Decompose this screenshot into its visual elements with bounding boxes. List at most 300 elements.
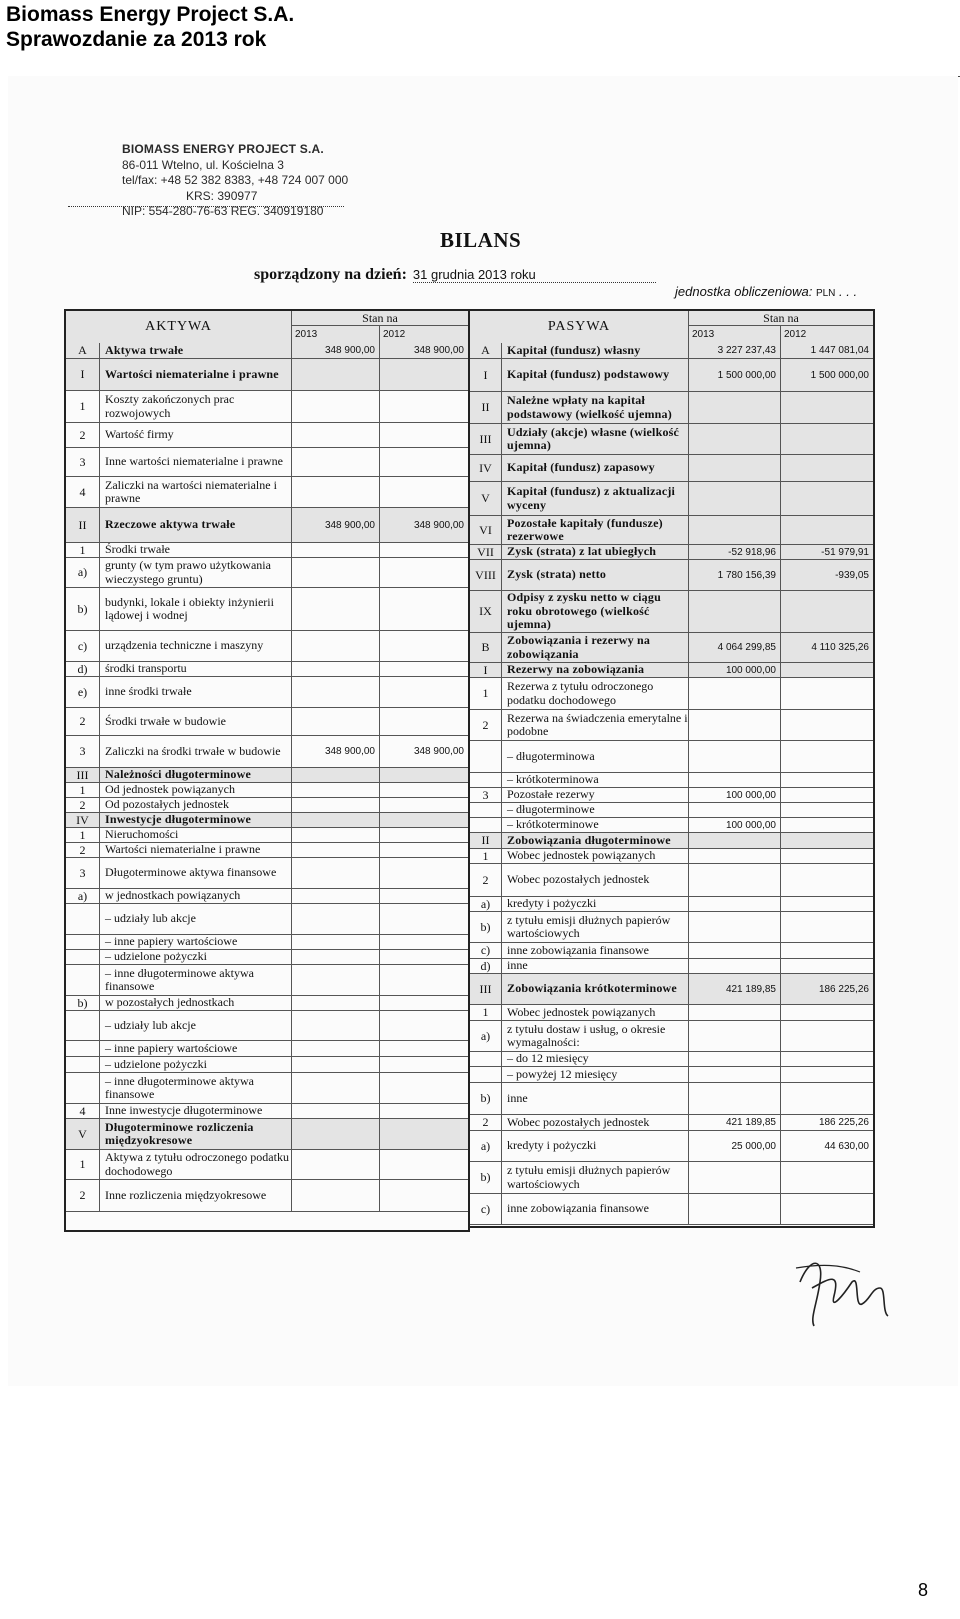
liabilities-row bbox=[470, 943, 873, 959]
row-label: Zysk (strata) netto bbox=[502, 560, 689, 590]
row-label: Zobowiązania i rezerwy na zobowiązania bbox=[502, 633, 689, 662]
row-code: III bbox=[66, 768, 100, 782]
row-value-2013 bbox=[292, 1057, 380, 1072]
liabilities-row bbox=[470, 1115, 873, 1131]
liabilities-row bbox=[470, 1052, 873, 1067]
row-value-2012 bbox=[781, 482, 873, 515]
liabilities-row bbox=[470, 773, 873, 788]
row-code: 1 bbox=[470, 849, 502, 863]
row-code: 3 bbox=[66, 448, 100, 476]
row-code: 3 bbox=[66, 858, 100, 888]
row-value-2012 bbox=[781, 912, 873, 942]
liabilities-header bbox=[470, 311, 873, 344]
liabilities-row bbox=[470, 1162, 873, 1194]
row-value-2012 bbox=[380, 828, 468, 842]
liabilities-row bbox=[470, 1021, 873, 1052]
row-label: inne bbox=[502, 959, 689, 973]
row-code: 2 bbox=[470, 710, 502, 740]
row-value-2012 bbox=[781, 1021, 873, 1051]
row-value-2013 bbox=[689, 897, 781, 911]
row-code: IV bbox=[66, 813, 100, 827]
assets-row bbox=[66, 798, 468, 813]
stamp-phone: tel/fax: +48 52 382 8383, +48 724 007 000 bbox=[122, 173, 349, 187]
row-label: inne środki trwałe bbox=[100, 677, 292, 707]
assets-row bbox=[66, 858, 468, 889]
liabilities-row bbox=[470, 591, 873, 633]
row-code: b) bbox=[470, 1083, 502, 1114]
assets-row bbox=[66, 391, 468, 423]
row-value-2013 bbox=[292, 1011, 380, 1040]
assets-row bbox=[66, 343, 468, 359]
row-label: Długoterminowe aktywa finansowe bbox=[100, 858, 292, 888]
liabilities-row bbox=[470, 864, 873, 897]
row-value-2012 bbox=[380, 1057, 468, 1072]
assets-row bbox=[66, 448, 468, 477]
row-value-2013: 348 900,00 bbox=[292, 343, 380, 358]
row-value-2012 bbox=[380, 448, 468, 476]
row-label: Należne wpłaty na kapitał podstawowy (wielkość ujemna) bbox=[502, 392, 689, 423]
row-value-2012 bbox=[781, 864, 873, 896]
liabilities-row bbox=[470, 818, 873, 833]
row-value-2013 bbox=[292, 828, 380, 842]
row-label: w pozostałych jednostkach bbox=[100, 996, 292, 1010]
liabilities-row bbox=[470, 392, 873, 424]
row-label: Zaliczki na wartości niematerialne i prawne bbox=[100, 477, 292, 507]
row-label: Wobec jednostek powiązanych bbox=[502, 1005, 689, 1020]
assets-row bbox=[66, 783, 468, 798]
row-label: Należności długoterminowe bbox=[100, 768, 292, 782]
row-value-2012 bbox=[380, 558, 468, 587]
row-value-2013 bbox=[292, 1073, 380, 1103]
row-label: Rzeczowe aktywa trwałe bbox=[100, 508, 292, 542]
row-value-2013: 348 900,00 bbox=[292, 508, 380, 542]
row-value-2012 bbox=[380, 904, 468, 934]
liabilities-row bbox=[470, 1131, 873, 1162]
row-code: V bbox=[470, 482, 502, 515]
row-code: 1 bbox=[66, 543, 100, 557]
row-label: Zaliczki na środki trwałe w budowie bbox=[100, 736, 292, 767]
assets-row bbox=[66, 1011, 468, 1041]
row-value-2012 bbox=[380, 1104, 468, 1118]
row-value-2012 bbox=[781, 392, 873, 423]
row-value-2012 bbox=[380, 662, 468, 676]
row-code: VIII bbox=[470, 560, 502, 590]
row-value-2013 bbox=[689, 678, 781, 709]
row-code: a) bbox=[66, 558, 100, 587]
row-value-2013 bbox=[292, 448, 380, 476]
row-value-2012: 44 630,00 bbox=[824, 1140, 869, 1152]
row-label: Od pozostałych jednostek bbox=[100, 798, 292, 812]
row-value-2013 bbox=[292, 558, 380, 587]
assets-row bbox=[66, 1057, 468, 1073]
liabilities-row bbox=[470, 663, 873, 678]
row-code bbox=[470, 1067, 502, 1082]
row-code bbox=[66, 1041, 100, 1056]
header-company: Biomass Energy Project S.A. bbox=[6, 3, 295, 26]
row-value-2013: 421 189,85 bbox=[689, 1115, 781, 1130]
row-value-2012 bbox=[380, 783, 468, 797]
row-code bbox=[470, 803, 502, 817]
row-value-2012: 1 500 000,00 bbox=[810, 369, 869, 381]
row-value-2013 bbox=[292, 588, 380, 630]
row-value-2013 bbox=[292, 359, 380, 390]
assets-row bbox=[66, 423, 468, 448]
row-value-2013 bbox=[292, 423, 380, 447]
assets-row bbox=[66, 1180, 468, 1212]
row-value-2013 bbox=[689, 833, 781, 848]
row-label: – inne długoterminowe aktywa finansowe bbox=[100, 965, 292, 995]
row-value-2013 bbox=[689, 741, 781, 772]
row-label: Udziały (akcje) własne (wielkość ujemna) bbox=[502, 424, 689, 454]
row-label: Pozostałe rezerwy bbox=[502, 788, 689, 802]
assets-row bbox=[66, 1073, 468, 1104]
row-code: a) bbox=[470, 1131, 502, 1161]
row-value-2012 bbox=[380, 1180, 468, 1211]
row-value-2012 bbox=[380, 708, 468, 735]
row-label: – inne długoterminowe aktywa finansowe bbox=[100, 1073, 292, 1103]
row-value-2012 bbox=[380, 423, 468, 447]
assets-year-2013: 2013 bbox=[292, 326, 380, 343]
assets-row bbox=[66, 843, 468, 858]
row-label: Środki trwałe bbox=[100, 543, 292, 557]
row-code bbox=[66, 935, 100, 949]
assets-row bbox=[66, 1150, 468, 1180]
row-value-2012 bbox=[781, 678, 873, 709]
liabilities-row bbox=[470, 974, 873, 1005]
liabilities-title: PASYWA bbox=[470, 311, 689, 343]
liabilities-row bbox=[470, 788, 873, 803]
assets-row bbox=[66, 965, 468, 996]
row-value-2012 bbox=[781, 710, 873, 740]
row-code: e) bbox=[66, 677, 100, 707]
row-value-2012 bbox=[380, 843, 468, 857]
row-value-2012 bbox=[380, 543, 468, 557]
row-value-2013 bbox=[689, 392, 781, 423]
row-code: IV bbox=[470, 455, 502, 481]
page-number: 8 bbox=[918, 1580, 929, 1600]
row-value-2013 bbox=[292, 843, 380, 857]
row-value-2013 bbox=[292, 813, 380, 827]
row-label: – do 12 miesięcy bbox=[502, 1052, 689, 1066]
assets-header bbox=[66, 311, 468, 344]
unit-value: PLN bbox=[815, 288, 836, 299]
assets-row bbox=[66, 359, 468, 391]
row-code: c) bbox=[470, 943, 502, 958]
liabilities-row bbox=[470, 710, 873, 741]
row-label: inne zobowiązania finansowe bbox=[502, 943, 689, 958]
row-value-2013: 1 500 000,00 bbox=[689, 359, 781, 391]
row-value-2012 bbox=[781, 424, 873, 454]
liabilities-row bbox=[470, 516, 873, 545]
row-value-2013 bbox=[689, 803, 781, 817]
liabilities-period: Stan na bbox=[689, 311, 873, 326]
row-label: Inne rozliczenia międzyokresowe bbox=[100, 1180, 292, 1211]
row-label: Zysk (strata) z lat ubiegłych bbox=[502, 545, 689, 559]
row-value-2013 bbox=[292, 904, 380, 934]
row-code: IX bbox=[470, 591, 502, 632]
row-code: 4 bbox=[66, 1104, 100, 1118]
row-value-2012 bbox=[380, 858, 468, 888]
row-label: – udziały lub akcje bbox=[100, 1011, 292, 1040]
row-label: Wobec pozostałych jednostek bbox=[502, 864, 689, 896]
row-value-2012 bbox=[380, 588, 468, 630]
row-value-2013 bbox=[292, 708, 380, 735]
assets-row bbox=[66, 813, 468, 828]
row-value-2012 bbox=[380, 391, 468, 422]
row-code: 4 bbox=[66, 477, 100, 507]
row-code: B bbox=[470, 633, 502, 662]
assets-row bbox=[66, 588, 468, 631]
row-value-2013 bbox=[292, 1041, 380, 1056]
row-code: I bbox=[470, 663, 502, 677]
liabilities-row bbox=[470, 959, 873, 974]
row-label: Od jednostek powiązanych bbox=[100, 783, 292, 797]
assets-row bbox=[66, 543, 468, 558]
liabilities-row bbox=[470, 1194, 873, 1225]
assets-title: AKTYWA bbox=[66, 311, 292, 343]
row-value-2013: -52 918,96 bbox=[689, 545, 781, 559]
row-code: c) bbox=[66, 631, 100, 661]
row-label: Wobec pozostałych jednostek bbox=[502, 1115, 689, 1130]
row-code: VI bbox=[470, 516, 502, 544]
row-value-2012 bbox=[781, 959, 873, 973]
row-value-2012 bbox=[380, 1150, 468, 1179]
row-value-2012 bbox=[781, 591, 873, 632]
row-label: Pozostałe kapitały (fundusze) rezerwowe bbox=[502, 516, 689, 544]
row-value-2013 bbox=[689, 864, 781, 896]
row-code bbox=[470, 818, 502, 832]
row-code: 2 bbox=[66, 843, 100, 857]
row-value-2013 bbox=[689, 1052, 781, 1066]
row-code: I bbox=[66, 359, 100, 390]
assets-row bbox=[66, 1041, 468, 1057]
row-label: urządzenia techniczne i maszyny bbox=[100, 631, 292, 661]
row-label: – powyżej 12 miesięcy bbox=[502, 1067, 689, 1082]
row-value-2013 bbox=[689, 912, 781, 942]
row-code bbox=[66, 1011, 100, 1040]
row-label: kredyty i pożyczki bbox=[502, 897, 689, 911]
row-value-2012: 348 900,00 bbox=[413, 345, 464, 356]
row-label: – udziały lub akcje bbox=[100, 904, 292, 934]
row-value-2012 bbox=[380, 935, 468, 949]
row-value-2012: -51 979,91 bbox=[821, 546, 869, 558]
row-value-2012 bbox=[380, 1073, 468, 1103]
row-code: b) bbox=[66, 996, 100, 1010]
row-code: III bbox=[470, 424, 502, 454]
row-code: 3 bbox=[470, 788, 502, 802]
liabilities-row bbox=[470, 1005, 873, 1021]
row-value-2013 bbox=[689, 1194, 781, 1224]
row-value-2012 bbox=[380, 768, 468, 782]
liabilities-row bbox=[470, 545, 873, 560]
liabilities-table bbox=[468, 309, 875, 1228]
row-label: inne zobowiązania finansowe bbox=[502, 1194, 689, 1224]
row-label: Środki trwałe w budowie bbox=[100, 708, 292, 735]
liabilities-row bbox=[470, 678, 873, 710]
row-label: – inne papiery wartościowe bbox=[100, 935, 292, 949]
row-value-2013 bbox=[689, 482, 781, 515]
row-value-2012 bbox=[781, 943, 873, 958]
liabilities-row bbox=[470, 343, 873, 359]
row-code bbox=[66, 1073, 100, 1103]
assets-row bbox=[66, 558, 468, 588]
assets-row bbox=[66, 889, 468, 904]
row-label: kredyty i pożyczki bbox=[502, 1131, 689, 1161]
row-label: – inne papiery wartościowe bbox=[100, 1041, 292, 1056]
row-label: Wartość firmy bbox=[100, 423, 292, 447]
row-label: z tytułu dostaw i usług, o okresie wymagalności: bbox=[502, 1021, 689, 1051]
row-value-2013 bbox=[292, 965, 380, 995]
row-value-2012: 348 900,00 bbox=[413, 746, 464, 757]
row-value-2013: 100 000,00 bbox=[689, 818, 781, 832]
row-value-2012 bbox=[380, 813, 468, 827]
row-value-2013 bbox=[689, 455, 781, 481]
row-code: 2 bbox=[66, 1180, 100, 1211]
row-code: a) bbox=[470, 897, 502, 911]
assets-row bbox=[66, 768, 468, 783]
row-label: Kapitał (fundusz) własny bbox=[502, 343, 689, 358]
liabilities-row bbox=[470, 482, 873, 516]
row-code: 2 bbox=[66, 708, 100, 735]
row-value-2013 bbox=[689, 943, 781, 958]
row-value-2013 bbox=[689, 1083, 781, 1114]
liabilities-row bbox=[470, 1067, 873, 1083]
row-code: A bbox=[66, 343, 100, 358]
row-value-2013: 100 000,00 bbox=[689, 788, 781, 802]
row-value-2012 bbox=[380, 1041, 468, 1056]
row-value-2013 bbox=[292, 662, 380, 676]
row-label: Kapitał (fundusz) podstawowy bbox=[502, 359, 689, 391]
unit-of-account: jednostka obliczeniowa: PLN . . . bbox=[675, 284, 858, 299]
liabilities-row bbox=[470, 849, 873, 864]
assets-row bbox=[66, 996, 468, 1011]
row-label: budynki, lokale i obiekty inżynierii lądowej i wodnej bbox=[100, 588, 292, 630]
row-code: a) bbox=[470, 1021, 502, 1051]
row-value-2012 bbox=[781, 818, 873, 832]
row-code bbox=[66, 904, 100, 934]
row-value-2013: 4 064 299,85 bbox=[689, 633, 781, 662]
row-label: Nieruchomości bbox=[100, 828, 292, 842]
row-label: środki transportu bbox=[100, 662, 292, 676]
row-label: Inne wartości niematerialne i prawne bbox=[100, 448, 292, 476]
row-value-2012 bbox=[781, 803, 873, 817]
row-value-2012 bbox=[781, 849, 873, 863]
row-value-2013 bbox=[292, 950, 380, 964]
row-code: b) bbox=[470, 912, 502, 942]
row-value-2012: 4 110 325,26 bbox=[811, 642, 869, 653]
row-value-2013 bbox=[689, 1005, 781, 1020]
row-value-2013 bbox=[689, 424, 781, 454]
balance-date: 31 grudnia 2013 roku bbox=[413, 267, 656, 283]
row-value-2013 bbox=[689, 1067, 781, 1082]
row-value-2012 bbox=[781, 1067, 873, 1082]
assets-row bbox=[66, 950, 468, 965]
row-label: Koszty zakończonych prac rozwojowych bbox=[100, 391, 292, 422]
row-value-2013 bbox=[292, 1104, 380, 1118]
row-value-2012 bbox=[781, 833, 873, 848]
row-value-2012: 186 225,26 bbox=[818, 1117, 869, 1128]
row-label: Aktywa trwałe bbox=[100, 343, 292, 358]
liabilities-row bbox=[470, 897, 873, 912]
row-value-2012 bbox=[380, 996, 468, 1010]
row-label: Aktywa z tytułu odroczonego podatku dochodowego bbox=[100, 1150, 292, 1179]
row-value-2013 bbox=[292, 391, 380, 422]
row-value-2013 bbox=[292, 996, 380, 1010]
row-label: Inne inwestycje długoterminowe bbox=[100, 1104, 292, 1118]
assets-year-2012: 2012 bbox=[383, 329, 406, 340]
liabilities-row bbox=[470, 633, 873, 663]
row-code bbox=[470, 1052, 502, 1066]
assets-row bbox=[66, 904, 468, 935]
row-value-2012: 348 900,00 bbox=[413, 519, 464, 531]
row-value-2013 bbox=[292, 631, 380, 661]
row-value-2012 bbox=[781, 1005, 873, 1020]
row-code: 1 bbox=[66, 391, 100, 422]
row-label: Wobec jednostek powiązanych bbox=[502, 849, 689, 863]
stamp-krs: KRS: 390977 bbox=[186, 188, 258, 203]
row-label: Wartości niematerialne i prawne bbox=[100, 843, 292, 857]
row-label: z tytułu emisji dłużnych papierów wartościowych bbox=[502, 912, 689, 942]
assets-table bbox=[64, 309, 470, 1232]
row-value-2013 bbox=[292, 858, 380, 888]
row-value-2013 bbox=[292, 477, 380, 507]
row-value-2012 bbox=[380, 950, 468, 964]
row-code: 1 bbox=[470, 1005, 502, 1020]
header-report-title: Sprawozdanie za 2013 rok bbox=[6, 28, 267, 51]
row-value-2013 bbox=[689, 849, 781, 863]
row-code: III bbox=[470, 974, 502, 1004]
assets-row bbox=[66, 736, 468, 768]
row-value-2012 bbox=[781, 773, 873, 787]
row-code: II bbox=[66, 508, 100, 542]
liabilities-row bbox=[470, 833, 873, 849]
row-value-2012 bbox=[380, 677, 468, 707]
signature-icon bbox=[790, 1252, 900, 1332]
row-code: II bbox=[470, 833, 502, 848]
row-value-2012: -939,05 bbox=[835, 569, 869, 581]
row-code: 3 bbox=[66, 736, 100, 767]
row-value-2013 bbox=[689, 773, 781, 787]
row-value-2013 bbox=[292, 935, 380, 949]
row-value-2012 bbox=[380, 631, 468, 661]
row-value-2013 bbox=[292, 889, 380, 903]
row-value-2012 bbox=[781, 897, 873, 911]
assets-row bbox=[66, 1104, 468, 1119]
row-value-2012 bbox=[380, 359, 468, 390]
row-code: 1 bbox=[66, 828, 100, 842]
stamp-address: 86-011 Wtelno, ul. Kościelna 3 bbox=[122, 157, 284, 172]
assets-period: Stan na bbox=[292, 311, 468, 326]
assets-row bbox=[66, 828, 468, 843]
row-code: 2 bbox=[470, 1115, 502, 1130]
unit-label: jednostka obliczeniowa: bbox=[675, 284, 813, 299]
assets-row bbox=[66, 631, 468, 662]
row-code: 1 bbox=[470, 678, 502, 709]
row-label: Odpisy z zysku netto w ciągu roku obrotowego (wielkość ujemna) bbox=[502, 591, 689, 632]
row-code bbox=[470, 741, 502, 772]
assets-row bbox=[66, 508, 468, 543]
row-label: w jednostkach powiązanych bbox=[100, 889, 292, 903]
row-value-2013 bbox=[689, 710, 781, 740]
row-label: Wartości niematerialne i prawne bbox=[100, 359, 292, 390]
row-label: Długoterminowe rozliczenia międzyokresowe bbox=[100, 1119, 292, 1149]
row-code: d) bbox=[66, 662, 100, 676]
liabilities-year-2013: 2013 bbox=[689, 326, 781, 343]
row-value-2013 bbox=[689, 1162, 781, 1193]
row-label: Zobowiązania długoterminowe bbox=[502, 833, 689, 848]
row-value-2013 bbox=[292, 543, 380, 557]
row-label: Zobowiązania krótkoterminowe bbox=[502, 974, 689, 1004]
